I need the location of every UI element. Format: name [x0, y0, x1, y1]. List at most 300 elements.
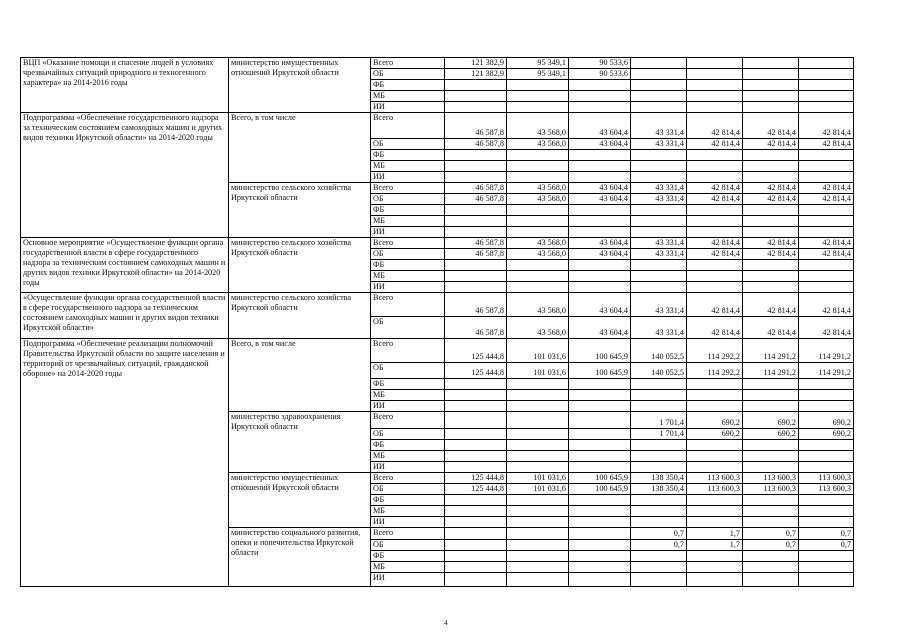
- amount-cell: 90 533,6: [569, 58, 631, 69]
- amount-cell: [687, 172, 743, 183]
- funding-source-cell: ИИ: [371, 573, 445, 587]
- amount-cell: [687, 401, 743, 412]
- amount-cell: [743, 80, 799, 91]
- amount-cell: 43 568,0: [507, 194, 569, 205]
- amount-cell: 42 814,4: [687, 238, 743, 249]
- amount-cell: 690,2: [799, 429, 854, 440]
- amount-cell: [445, 91, 507, 102]
- amount-cell: [507, 451, 569, 462]
- amount-cell: [507, 282, 569, 293]
- funding-source-cell: ФБ: [371, 260, 445, 271]
- amount-cell: [687, 462, 743, 473]
- amount-cell: 125 444,8: [445, 473, 507, 484]
- amount-cell: 42 814,4: [687, 194, 743, 205]
- funding-source-cell: ОБ: [371, 69, 445, 80]
- amount-cell: 43 331,4: [631, 317, 687, 339]
- amount-cell: [799, 282, 854, 293]
- amount-cell: [631, 271, 687, 282]
- amount-cell: 121 382,9: [445, 58, 507, 69]
- amount-cell: [507, 401, 569, 412]
- amount-cell: 101 031,6: [507, 339, 569, 363]
- amount-cell: [631, 562, 687, 573]
- amount-cell: 43 604,4: [569, 113, 631, 139]
- funding-source-cell: ОБ: [371, 429, 445, 440]
- amount-cell: 101 031,6: [507, 473, 569, 484]
- responsible-executor-cell: министерство имущественных отношений Иркутской области: [229, 473, 371, 528]
- funding-source-cell: Всего: [371, 412, 445, 429]
- responsible-executor-cell: министерство здравоохранения Иркутской области: [229, 412, 371, 473]
- amount-cell: 42 814,4: [743, 194, 799, 205]
- amount-cell: [507, 150, 569, 161]
- amount-cell: 42 814,4: [687, 249, 743, 260]
- amount-cell: [799, 573, 854, 587]
- amount-cell: [631, 260, 687, 271]
- amount-cell: [631, 506, 687, 517]
- amount-cell: [631, 379, 687, 390]
- program-name-cell: Основное мероприятие «Осуществление функции органа государственной власти в сфере государственного надзора за техническим состоянием самоходных машин и других видов техники Иркутской области» на 2014-2020 годы: [21, 238, 229, 293]
- funding-source-cell: ФБ: [371, 205, 445, 216]
- amount-cell: 43 331,4: [631, 293, 687, 317]
- amount-cell: [445, 451, 507, 462]
- amount-cell: 100 645,9: [569, 363, 631, 379]
- amount-cell: 43 568,0: [507, 183, 569, 194]
- amount-cell: [445, 412, 507, 429]
- funding-source-cell: Всего: [371, 58, 445, 69]
- amount-cell: [799, 205, 854, 216]
- responsible-executor-cell: министерство имущественных отношений Иркутской области: [229, 58, 371, 113]
- amount-cell: [569, 412, 631, 429]
- amount-cell: 43 331,4: [631, 194, 687, 205]
- amount-cell: [743, 451, 799, 462]
- amount-cell: [687, 573, 743, 587]
- amount-cell: 42 814,4: [687, 183, 743, 194]
- amount-cell: [687, 80, 743, 91]
- funding-source-cell: ОБ: [371, 363, 445, 379]
- amount-cell: 100 645,9: [569, 484, 631, 495]
- amount-cell: [507, 102, 569, 113]
- funding-source-cell: ФБ: [371, 150, 445, 161]
- amount-cell: 46 587,8: [445, 249, 507, 260]
- amount-cell: [743, 390, 799, 401]
- amount-cell: [743, 462, 799, 473]
- amount-cell: 42 814,4: [687, 317, 743, 339]
- amount-cell: 42 814,4: [743, 293, 799, 317]
- amount-cell: 113 600,3: [799, 473, 854, 484]
- amount-cell: [631, 58, 687, 69]
- amount-cell: [743, 172, 799, 183]
- amount-cell: [445, 260, 507, 271]
- amount-cell: 95 349,1: [507, 69, 569, 80]
- amount-cell: [507, 429, 569, 440]
- amount-cell: [631, 462, 687, 473]
- amount-cell: 43 604,4: [569, 183, 631, 194]
- amount-cell: [631, 401, 687, 412]
- amount-cell: 42 814,4: [743, 317, 799, 339]
- amount-cell: [799, 451, 854, 462]
- funding-source-cell: ИИ: [371, 282, 445, 293]
- amount-cell: 690,2: [687, 429, 743, 440]
- amount-cell: 101 031,6: [507, 484, 569, 495]
- amount-cell: [743, 216, 799, 227]
- amount-cell: [507, 271, 569, 282]
- funding-source-cell: ФБ: [371, 551, 445, 562]
- funding-source-cell: ОБ: [371, 194, 445, 205]
- amount-cell: 43 604,4: [569, 194, 631, 205]
- amount-cell: [799, 562, 854, 573]
- amount-cell: [687, 216, 743, 227]
- funding-source-cell: ОБ: [371, 317, 445, 339]
- funding-source-cell: ОБ: [371, 139, 445, 150]
- amount-cell: [569, 282, 631, 293]
- amount-cell: 46 587,8: [445, 194, 507, 205]
- funding-source-cell: ИИ: [371, 102, 445, 113]
- funding-source-cell: МБ: [371, 91, 445, 102]
- amount-cell: [631, 216, 687, 227]
- amount-cell: [743, 506, 799, 517]
- amount-cell: [445, 528, 507, 540]
- amount-cell: [631, 282, 687, 293]
- funding-table: [20, 57, 854, 587]
- amount-cell: 113 600,3: [687, 484, 743, 495]
- amount-cell: [507, 506, 569, 517]
- amount-cell: 43 331,4: [631, 139, 687, 150]
- amount-cell: [569, 102, 631, 113]
- amount-cell: [507, 390, 569, 401]
- amount-cell: [799, 150, 854, 161]
- amount-cell: 43 604,4: [569, 293, 631, 317]
- amount-cell: [687, 562, 743, 573]
- amount-cell: 0,7: [631, 540, 687, 551]
- amount-cell: [569, 401, 631, 412]
- amount-cell: 42 814,4: [743, 139, 799, 150]
- funding-source-cell: Всего: [371, 528, 445, 540]
- table-row: [21, 238, 854, 249]
- amount-cell: [799, 462, 854, 473]
- funding-source-cell: МБ: [371, 562, 445, 573]
- amount-cell: [743, 562, 799, 573]
- amount-cell: [687, 451, 743, 462]
- amount-cell: 138 350,4: [631, 473, 687, 484]
- funding-source-cell: ОБ: [371, 484, 445, 495]
- amount-cell: [569, 517, 631, 528]
- funding-source-cell: ФБ: [371, 80, 445, 91]
- amount-cell: 690,2: [743, 412, 799, 429]
- amount-cell: [507, 216, 569, 227]
- funding-source-cell: ФБ: [371, 440, 445, 451]
- amount-cell: [569, 205, 631, 216]
- amount-cell: [569, 379, 631, 390]
- funding-source-cell: Всего: [371, 339, 445, 363]
- amount-cell: [631, 205, 687, 216]
- amount-cell: [507, 462, 569, 473]
- amount-cell: [631, 573, 687, 587]
- amount-cell: [743, 440, 799, 451]
- amount-cell: [569, 227, 631, 238]
- amount-cell: 42 814,4: [799, 183, 854, 194]
- amount-cell: 138 350,4: [631, 484, 687, 495]
- amount-cell: [799, 379, 854, 390]
- amount-cell: [799, 260, 854, 271]
- amount-cell: [687, 260, 743, 271]
- amount-cell: 43 331,4: [631, 113, 687, 139]
- amount-cell: [687, 205, 743, 216]
- amount-cell: [569, 440, 631, 451]
- amount-cell: [507, 495, 569, 506]
- amount-cell: [507, 91, 569, 102]
- amount-cell: [687, 150, 743, 161]
- amount-cell: 43 568,0: [507, 113, 569, 139]
- amount-cell: [687, 91, 743, 102]
- amount-cell: [569, 260, 631, 271]
- amount-cell: [743, 551, 799, 562]
- amount-cell: 0,7: [743, 528, 799, 540]
- amount-cell: 46 587,8: [445, 317, 507, 339]
- amount-cell: [743, 573, 799, 587]
- amount-cell: [743, 58, 799, 69]
- amount-cell: 113 600,3: [799, 484, 854, 495]
- amount-cell: [631, 227, 687, 238]
- amount-cell: [743, 102, 799, 113]
- amount-cell: 42 814,4: [743, 113, 799, 139]
- program-name-cell: «Осуществление функции органа государственной власти в сфере государственного надзора за техническим состоянием самоходных машин и других видов техники Иркутской области»: [21, 293, 229, 339]
- responsible-executor-cell: министерство сельского хозяйства Иркутской области: [229, 183, 371, 238]
- amount-cell: 43 331,4: [631, 183, 687, 194]
- amount-cell: [569, 172, 631, 183]
- amount-cell: [569, 451, 631, 462]
- amount-cell: [631, 551, 687, 562]
- amount-cell: [569, 150, 631, 161]
- amount-cell: [743, 401, 799, 412]
- amount-cell: 43 568,0: [507, 238, 569, 249]
- amount-cell: [799, 517, 854, 528]
- amount-cell: 43 568,0: [507, 249, 569, 260]
- amount-cell: [687, 551, 743, 562]
- amount-cell: 100 645,9: [569, 339, 631, 363]
- amount-cell: 125 444,8: [445, 484, 507, 495]
- amount-cell: [687, 161, 743, 172]
- amount-cell: 690,2: [743, 429, 799, 440]
- amount-cell: [445, 390, 507, 401]
- amount-cell: 1,7: [687, 528, 743, 540]
- program-name-cell: Подпрограмма «Обеспечение государственного надзора за техническим состоянием самоходных машин и других видов техники Иркутской области» на 2014-2020 годы: [21, 113, 229, 238]
- amount-cell: [799, 69, 854, 80]
- amount-cell: 46 587,8: [445, 293, 507, 317]
- amount-cell: [445, 462, 507, 473]
- amount-cell: [445, 172, 507, 183]
- responsible-executor-cell: министерство сельского хозяйства Иркутской области: [229, 293, 371, 339]
- amount-cell: 1,7: [687, 540, 743, 551]
- amount-cell: [687, 227, 743, 238]
- amount-cell: [799, 551, 854, 562]
- amount-cell: [445, 282, 507, 293]
- amount-cell: [799, 227, 854, 238]
- amount-cell: [445, 401, 507, 412]
- amount-cell: [799, 401, 854, 412]
- amount-cell: 43 568,0: [507, 139, 569, 150]
- funding-source-cell: ИИ: [371, 462, 445, 473]
- funding-source-cell: ОБ: [371, 249, 445, 260]
- amount-cell: [799, 216, 854, 227]
- amount-cell: 42 814,4: [743, 249, 799, 260]
- funding-source-cell: МБ: [371, 506, 445, 517]
- amount-cell: [507, 205, 569, 216]
- amount-cell: [799, 80, 854, 91]
- table-row: [21, 339, 854, 363]
- amount-cell: [445, 506, 507, 517]
- amount-cell: 690,2: [799, 412, 854, 429]
- amount-cell: 43 568,0: [507, 317, 569, 339]
- responsible-executor-cell: Всего, в том числе: [229, 113, 371, 183]
- amount-cell: [507, 517, 569, 528]
- funding-source-cell: МБ: [371, 451, 445, 462]
- amount-cell: [631, 102, 687, 113]
- amount-cell: [743, 271, 799, 282]
- amount-cell: 90 533,6: [569, 69, 631, 80]
- amount-cell: [743, 517, 799, 528]
- amount-cell: [743, 260, 799, 271]
- amount-cell: [743, 282, 799, 293]
- funding-source-cell: Всего: [371, 183, 445, 194]
- funding-source-cell: МБ: [371, 216, 445, 227]
- amount-cell: 46 587,8: [445, 238, 507, 249]
- amount-cell: [445, 429, 507, 440]
- amount-cell: [687, 440, 743, 451]
- amount-cell: 43 604,4: [569, 249, 631, 260]
- amount-cell: [507, 379, 569, 390]
- amount-cell: 42 814,4: [687, 139, 743, 150]
- amount-cell: [687, 506, 743, 517]
- funding-source-cell: ИИ: [371, 517, 445, 528]
- amount-cell: [687, 379, 743, 390]
- amount-cell: [687, 282, 743, 293]
- amount-cell: 42 814,4: [799, 113, 854, 139]
- table-row: [21, 293, 854, 317]
- amount-cell: 46 587,8: [445, 113, 507, 139]
- amount-cell: 42 814,4: [799, 249, 854, 260]
- amount-cell: 114 292,2: [687, 339, 743, 363]
- amount-cell: [445, 227, 507, 238]
- amount-cell: 101 031,6: [507, 363, 569, 379]
- amount-cell: 43 568,0: [507, 293, 569, 317]
- funding-source-cell: МБ: [371, 161, 445, 172]
- funding-table-body: [21, 58, 854, 587]
- amount-cell: [445, 562, 507, 573]
- funding-source-cell: МБ: [371, 271, 445, 282]
- amount-cell: [507, 540, 569, 551]
- amount-cell: [507, 172, 569, 183]
- amount-cell: [687, 390, 743, 401]
- amount-cell: [799, 390, 854, 401]
- amount-cell: 42 814,4: [799, 317, 854, 339]
- amount-cell: 0,7: [631, 528, 687, 540]
- amount-cell: 42 814,4: [799, 194, 854, 205]
- responsible-executor-cell: министерство сельского хозяйства Иркутской области: [229, 238, 371, 293]
- amount-cell: 42 814,4: [743, 183, 799, 194]
- amount-cell: [631, 172, 687, 183]
- amount-cell: [743, 379, 799, 390]
- amount-cell: 114 291,2: [799, 339, 854, 363]
- amount-cell: [507, 551, 569, 562]
- amount-cell: [631, 390, 687, 401]
- amount-cell: [743, 227, 799, 238]
- amount-cell: [569, 562, 631, 573]
- amount-cell: [799, 495, 854, 506]
- amount-cell: 0,7: [743, 540, 799, 551]
- amount-cell: 114 291,2: [743, 339, 799, 363]
- amount-cell: [569, 429, 631, 440]
- amount-cell: [507, 260, 569, 271]
- amount-cell: 121 382,9: [445, 69, 507, 80]
- amount-cell: 42 814,4: [687, 113, 743, 139]
- amount-cell: 46 587,8: [445, 183, 507, 194]
- program-name-cell: ВЦП «Оказание помощи и спасение людей в условиях чрезвычайных ситуаций природного и техногенного характера» на 2014-2016 годы: [21, 58, 229, 113]
- amount-cell: [631, 517, 687, 528]
- amount-cell: [569, 80, 631, 91]
- funding-source-cell: ИИ: [371, 227, 445, 238]
- amount-cell: [631, 91, 687, 102]
- amount-cell: 0,7: [799, 528, 854, 540]
- amount-cell: [687, 58, 743, 69]
- amount-cell: [569, 216, 631, 227]
- funding-source-cell: Всего: [371, 238, 445, 249]
- amount-cell: [687, 517, 743, 528]
- amount-cell: [743, 91, 799, 102]
- amount-cell: [507, 528, 569, 540]
- table-row: [21, 113, 854, 139]
- amount-cell: [507, 412, 569, 429]
- amount-cell: [569, 495, 631, 506]
- amount-cell: [799, 271, 854, 282]
- funding-source-cell: Всего: [371, 473, 445, 484]
- amount-cell: [569, 161, 631, 172]
- amount-cell: 125 444,8: [445, 339, 507, 363]
- amount-cell: [631, 150, 687, 161]
- funding-source-cell: ОБ: [371, 540, 445, 551]
- amount-cell: [631, 495, 687, 506]
- amount-cell: 42 814,4: [799, 238, 854, 249]
- amount-cell: [743, 69, 799, 80]
- amount-cell: 42 814,4: [799, 139, 854, 150]
- amount-cell: [445, 102, 507, 113]
- amount-cell: 46 587,8: [445, 139, 507, 150]
- amount-cell: 1 701,4: [631, 429, 687, 440]
- amount-cell: [799, 172, 854, 183]
- amount-cell: [687, 271, 743, 282]
- responsible-executor-cell: Всего, в том числе: [229, 339, 371, 412]
- amount-cell: [569, 91, 631, 102]
- amount-cell: [445, 540, 507, 551]
- amount-cell: 114 291,2: [743, 363, 799, 379]
- amount-cell: [631, 161, 687, 172]
- amount-cell: 113 600,3: [687, 473, 743, 484]
- amount-cell: [631, 451, 687, 462]
- amount-cell: [445, 150, 507, 161]
- funding-source-cell: ФБ: [371, 495, 445, 506]
- amount-cell: [743, 205, 799, 216]
- amount-cell: [569, 551, 631, 562]
- amount-cell: [507, 80, 569, 91]
- amount-cell: [631, 80, 687, 91]
- amount-cell: 113 600,3: [743, 484, 799, 495]
- amount-cell: [507, 161, 569, 172]
- amount-cell: 43 604,4: [569, 139, 631, 150]
- amount-cell: [631, 440, 687, 451]
- amount-cell: [569, 506, 631, 517]
- amount-cell: 114 291,2: [799, 363, 854, 379]
- funding-source-cell: ИИ: [371, 172, 445, 183]
- amount-cell: [569, 390, 631, 401]
- amount-cell: 100 645,9: [569, 473, 631, 484]
